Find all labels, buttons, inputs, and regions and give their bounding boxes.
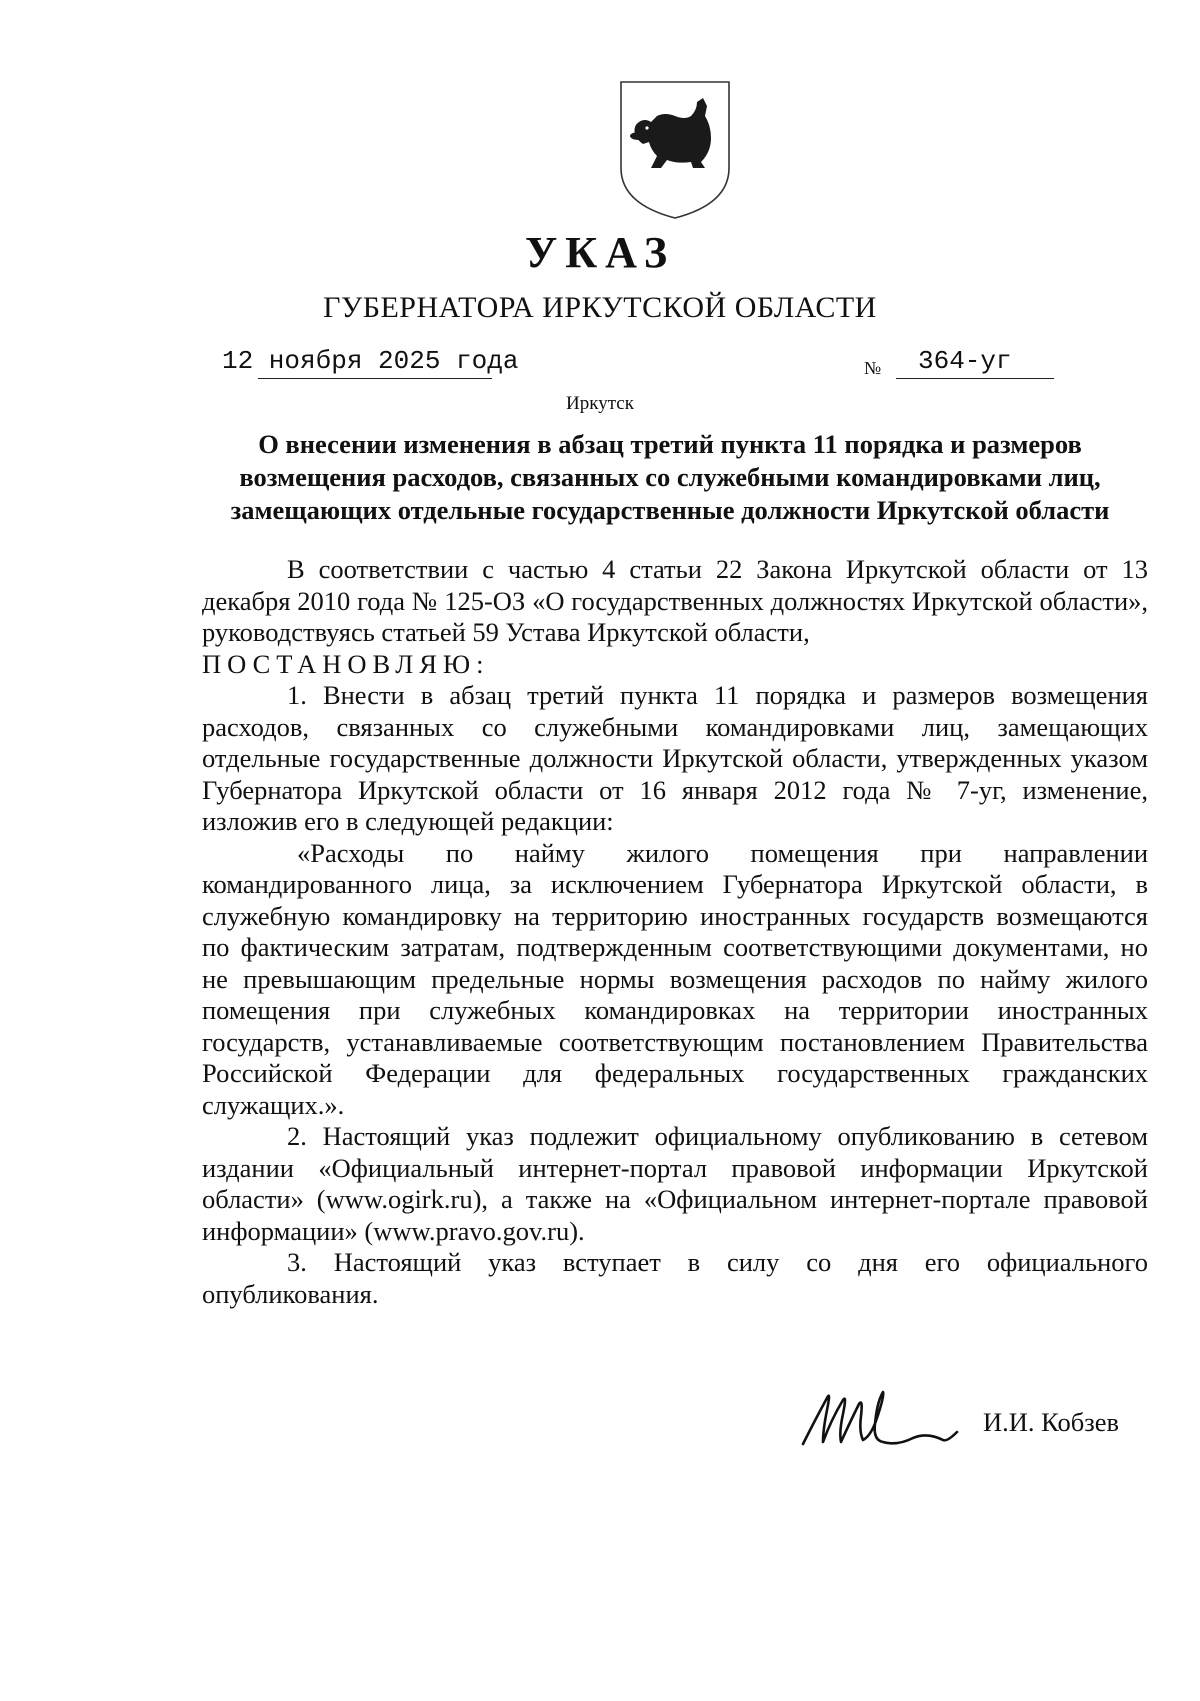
- decree-word: ПОСТАНОВЛЯЮ:: [202, 648, 490, 679]
- document-subtitle: ГУБЕРНАТОРА ИРКУТСКОЙ ОБЛАСТИ: [323, 291, 877, 324]
- heading-line: возмещения расходов, связанных со служебными командировками лиц,: [239, 462, 1101, 492]
- item-2-paragraph: 2. Настоящий указ подлежит официальному опубликованию в сетевом издании «Официальный интернет-портал правовой информации Иркутской области» (www.ogirk.ru), а также на «Официальном интернет-портале правовой информации» (www.pravo.gov.ru).: [202, 1121, 1148, 1246]
- item-3-paragraph: 3. Настоящий указ вступает в силу со дня его официального опубликования.: [202, 1247, 1148, 1309]
- heading-line: замещающих отдельные государственные должности Иркутской области: [230, 495, 1110, 525]
- item-1-paragraph: 1. Внести в абзац третий пункта 11 порядка и размеров возмещения расходов, связанных со служебными командировками лиц, замещающих отдельные государственные должности Иркутской области, утвержденных указом Губернатора Иркутской области от 16 января 2012 года № 7-уг, изменение, изложив его в следующей редакции:: [202, 680, 1148, 836]
- number-sign: №: [864, 358, 882, 378]
- document-body: [202, 554, 1148, 1310]
- irkutsk-coat-of-arms-icon: [615, 76, 735, 222]
- handwritten-signature-icon: [797, 1380, 967, 1452]
- document-heading: [195, 428, 1145, 527]
- document-title: УКАЗ: [524, 228, 676, 277]
- signer-name: И.И. Кобзев: [983, 1407, 1119, 1437]
- number-underline: [896, 378, 1054, 379]
- heading-line: О внесении изменения в абзац третий пункта 11 порядка и размеров: [258, 429, 1082, 459]
- document-number: 364-уг: [918, 346, 1012, 376]
- document-date: 12 ноября 2025 года: [222, 346, 519, 376]
- quoted-amendment-paragraph: «Расходы по найму жилого помещения при направлении командированного лица, за исключением Губернатора Иркутской области, в служебную командировку на территорию иностранных государств возмещаются по фактическим затратам, подтвержденным соответствующими документами, но не превышающим предельные нормы возмещения расходов по найму жилого помещения при служебных командировках на территории иностранных государств, устанавливаемые соответствующим постановлением Правительства Российской Федерации для федеральных государственных гражданских служащих.».: [202, 837, 1148, 1120]
- document-city: Иркутск: [566, 393, 634, 414]
- preamble-paragraph: В соответствии с частью 4 статьи 22 Закона Иркутской области от 13 декабря 2010 года № 125-ОЗ «О государственных должностях Иркутской области», руководствуясь статьей 59 Устава Иркутской области,: [202, 554, 1148, 647]
- date-underline: [258, 378, 492, 379]
